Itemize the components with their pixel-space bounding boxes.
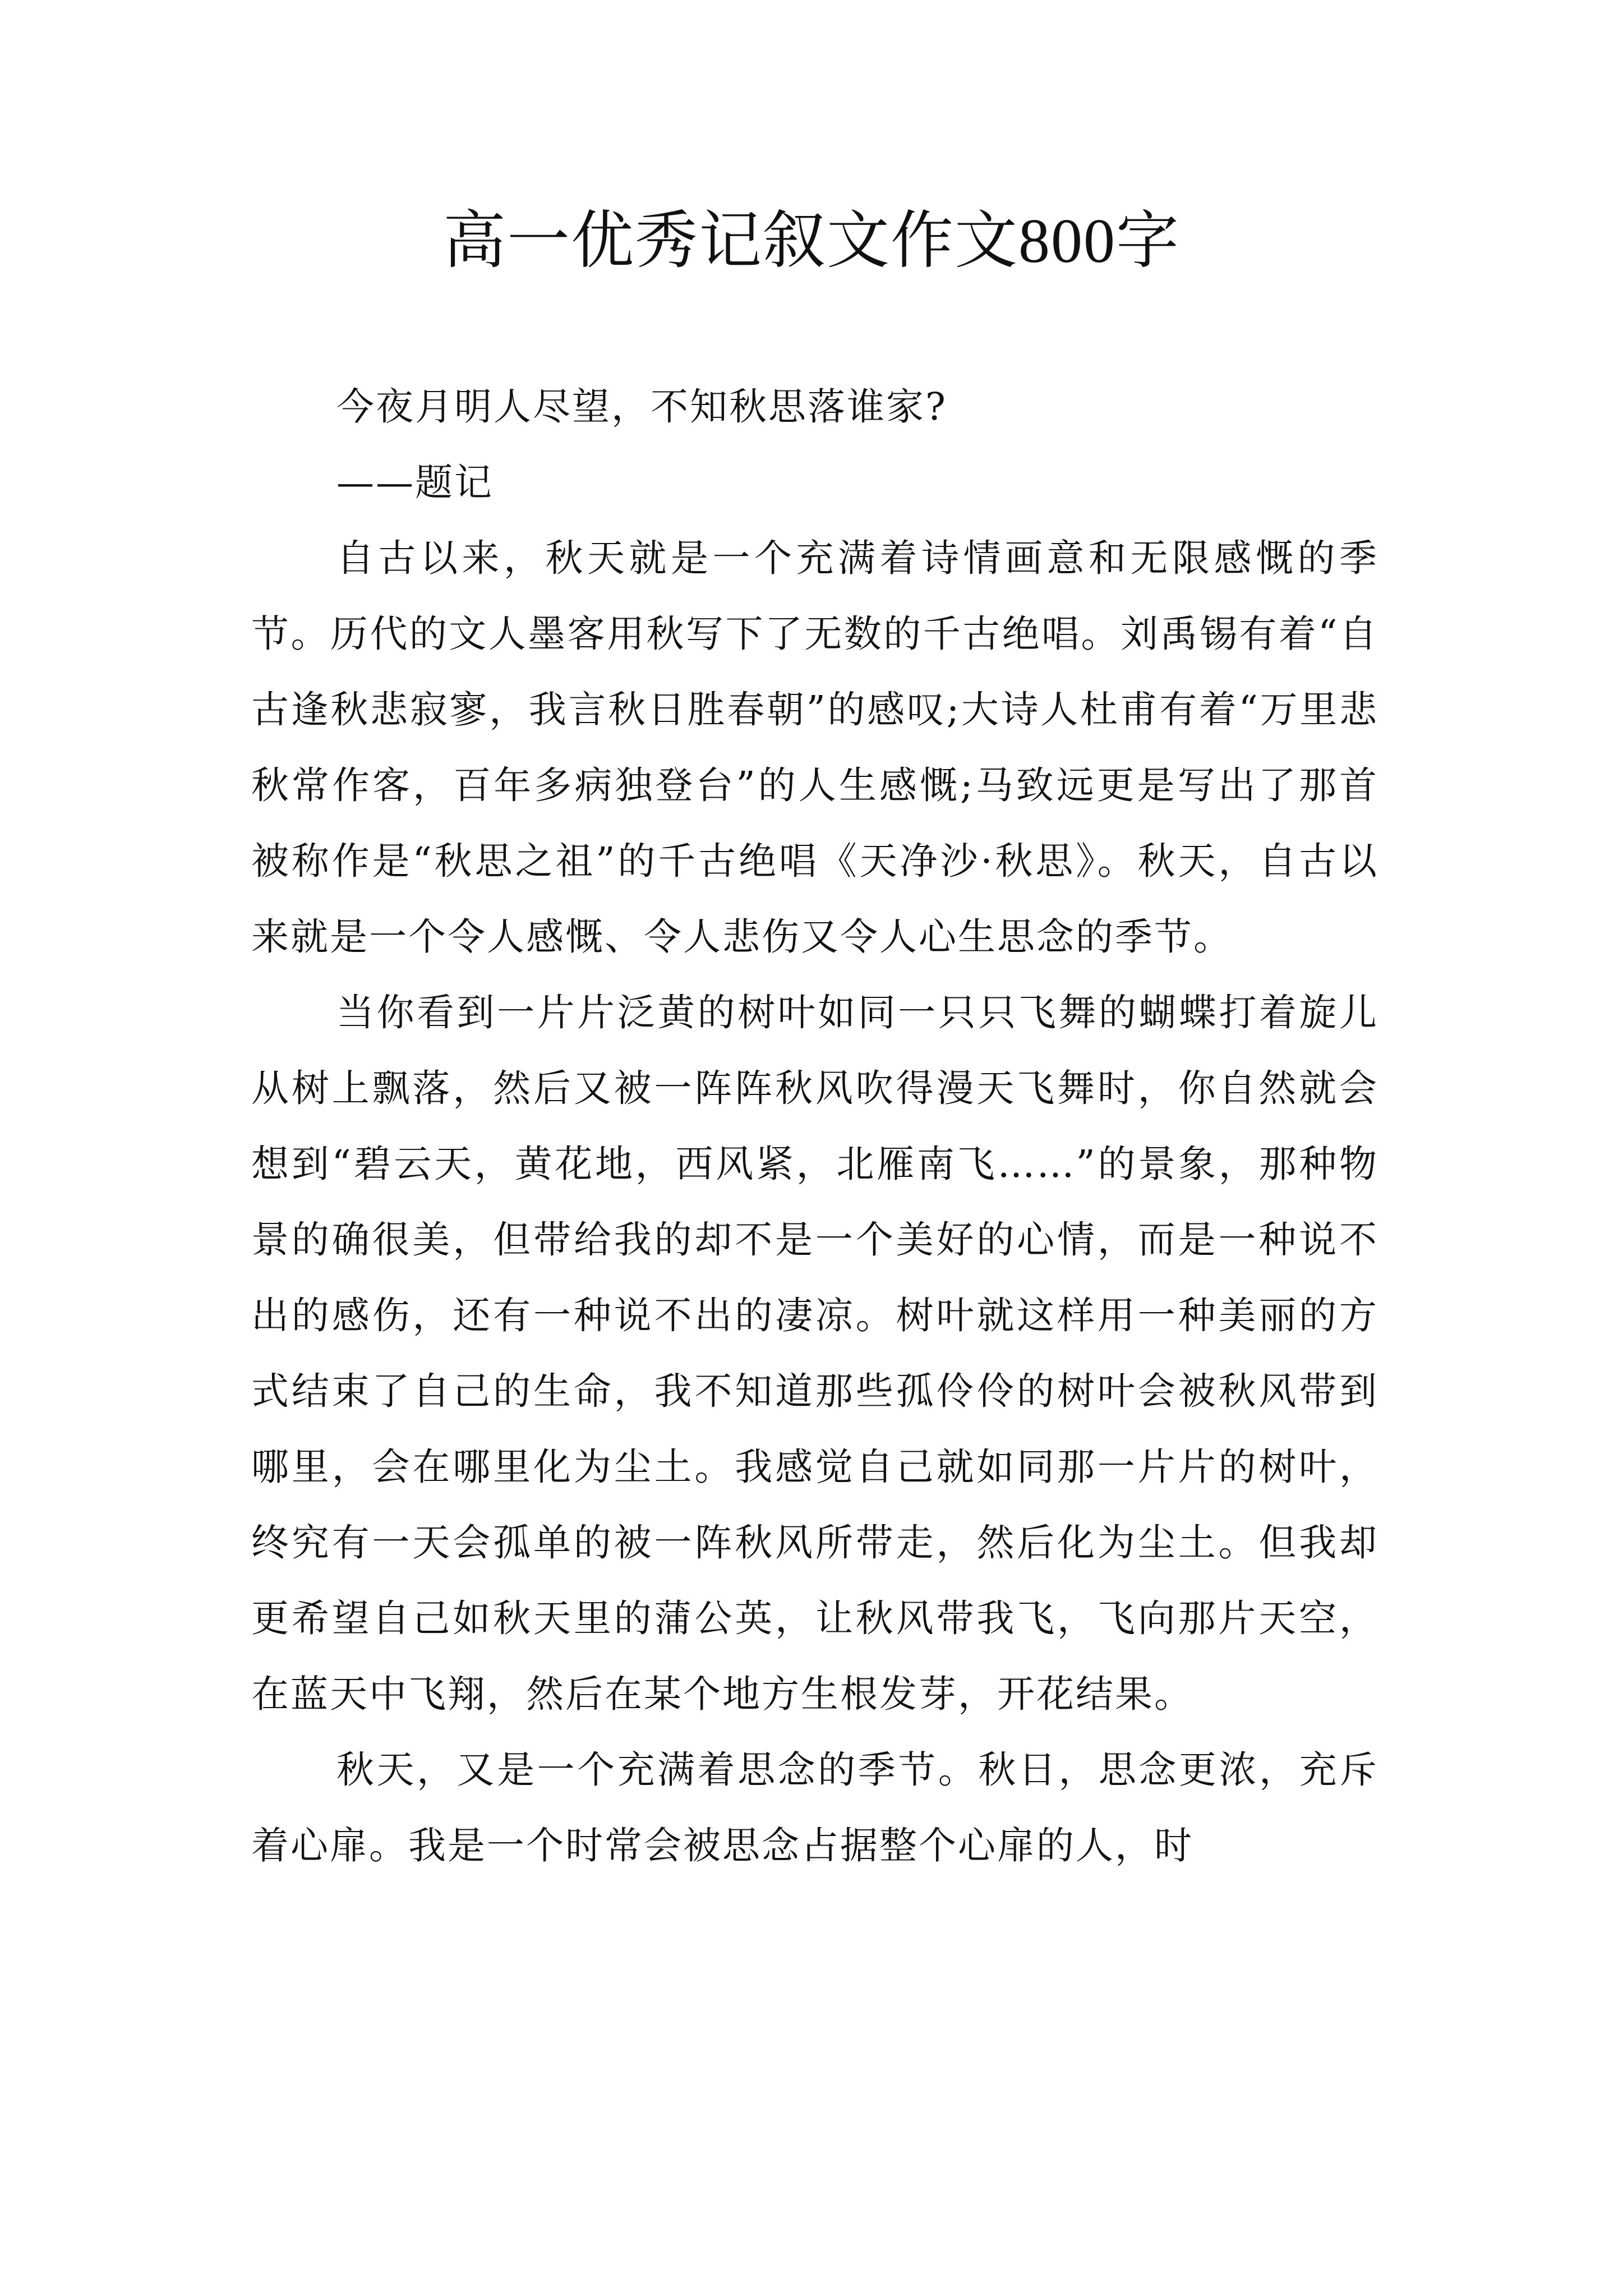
paragraph-1: 自古以来，秋天就是一个充满着诗情画意和无限感慨的季节。历代的文人墨客用秋写下了无数的千古绝唱。刘禹锡有着“自古逢秋悲寂寥，我言秋日胜春朝”的感叹;大诗人杜甫有着“万里悲秋常作客，百年多病独登台”的人生感慨;马致远更是写出了那首被称作是“秋思之祖”的千古绝唱《天净沙·秋思》。秋天，自古以来就是一个令人感慨、令人悲伤又令人心生思念的季节。 [251, 536, 1378, 959]
paragraph-2: 当你看到一片片泛黄的树叶如同一只只飞舞的蝴蝶打着旋儿从树上飘落，然后又被一阵阵秋风吹得漫天飞舞时，你自然就会想到“碧云天，黄花地，西风紧，北雁南飞……”的景象，那种物景的确很美，但带给我的却不是一个美好的心情，而是一种说不出的感伤，还有一种说不出的凄凉。树叶就这样用一种美丽的方式结束了自己的生命，我不知道那些孤伶伶的树叶会被秋风带到哪里，会在哪里化为尘土。我感觉自己就如同那一片片的树叶，终究有一天会孤单的被一阵秋风所带走，然后化为尘土。但我却更希望自己如秋天里的蒲公英，让秋风带我飞，飞向那片天空，在蓝天中飞翔，然后在某个地方生根发芽，开花结果。 [251, 991, 1378, 1716]
epigraph-attribution: ——题记 [336, 461, 494, 504]
document-title: 高一优秀记叙文作文800字 [443, 206, 1180, 276]
epigraph-line: 今夜月明人尽望，不知秋思落谁家? [336, 385, 947, 429]
document-body [251, 369, 1378, 1884]
paragraph-3: 秋天，又是一个充满着思念的季节。秋日，思念更浓，充斥着心扉。我是一个时常会被思念占据整个心扉的人，时 [251, 1748, 1378, 1867]
